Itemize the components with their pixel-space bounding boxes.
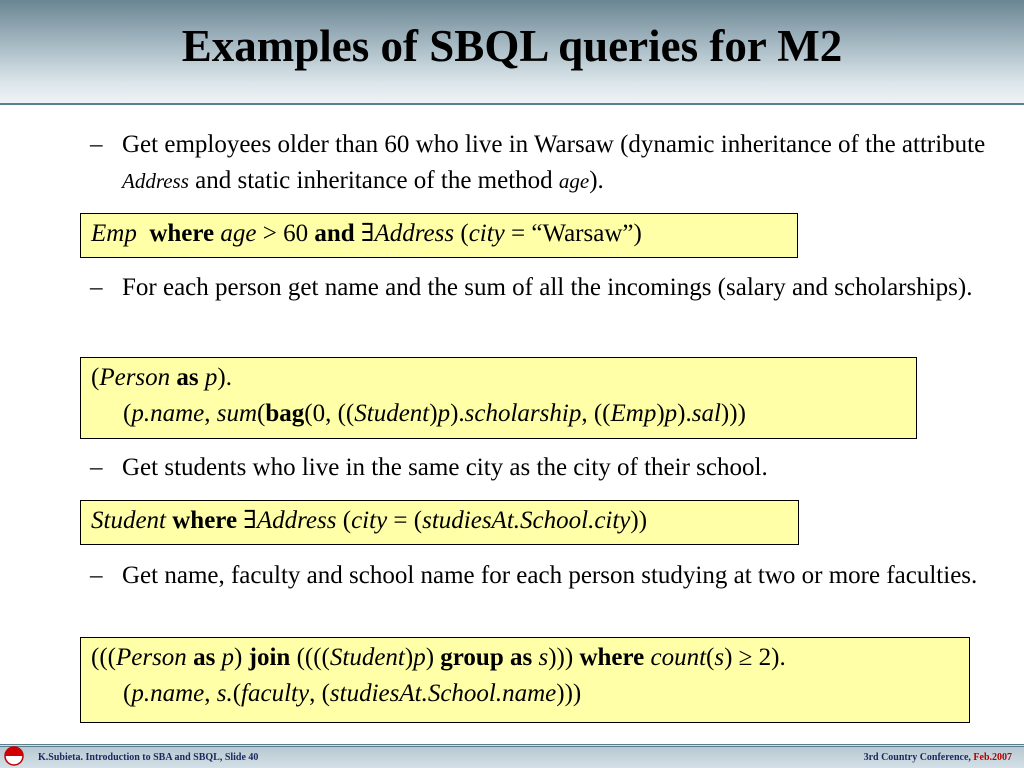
q-kw-as: as xyxy=(193,644,216,671)
bullet-text: Get students who live in the same city as the city of their school. xyxy=(122,454,768,481)
q-path: studiesAt.School.name xyxy=(329,680,557,707)
q-p: p xyxy=(204,364,218,391)
bullet-text-age: age xyxy=(558,169,590,193)
query-line xyxy=(91,503,798,539)
q-kw-group-as: group as xyxy=(440,644,533,671)
q-text: ( xyxy=(454,220,469,247)
q-person: Person xyxy=(99,364,171,391)
q-sal: sal xyxy=(691,400,721,427)
slide-title: Examples of SBQL queries for M2 xyxy=(181,21,843,71)
bullet-dash: – xyxy=(90,131,103,158)
q-s: s xyxy=(714,644,725,671)
footer-date: Feb.2007 xyxy=(973,752,1012,763)
q-address: Address xyxy=(374,220,455,247)
bullet-text: For each person get name and the sum of all the incomings (salary and scholarships). xyxy=(122,274,973,301)
bullet-dash: – xyxy=(90,454,103,481)
query-line xyxy=(91,640,969,676)
q-text: ) xyxy=(656,400,665,427)
query-box-2 xyxy=(80,357,917,439)
bullet-text xyxy=(122,127,1015,199)
q-student: Student xyxy=(91,507,166,534)
q-count: count xyxy=(650,644,707,671)
q-text: ( xyxy=(123,400,132,427)
bullet-text-part: ). xyxy=(589,167,604,194)
q-text: (0, (( xyxy=(304,400,355,427)
q-text: ) xyxy=(425,644,441,671)
q-text: = “Warsaw”) xyxy=(504,220,642,247)
q-address: Address xyxy=(256,507,337,534)
q-text: ( xyxy=(706,644,715,671)
q-text: ) ≥ 2). xyxy=(724,644,786,671)
q-exists: ∃ xyxy=(237,507,257,534)
query-line xyxy=(91,676,969,712)
bullet-2 xyxy=(90,270,1015,342)
query-box-3 xyxy=(80,500,799,545)
footer-left-text: K.Subieta. Introduction to SBA and SBQL, Slide 40 xyxy=(38,752,259,763)
q-text: , ( xyxy=(309,680,330,707)
q-text: ( xyxy=(123,680,132,707)
q-text: , (( xyxy=(581,400,611,427)
bullet-dash: – xyxy=(90,274,103,301)
q-text: ( xyxy=(232,680,242,707)
footer-right-text xyxy=(864,752,1012,763)
q-text: ( xyxy=(257,400,266,427)
q-kw-where: where xyxy=(149,220,215,247)
q-faculty: faculty xyxy=(241,680,310,707)
q-city: city xyxy=(468,220,505,247)
bullet-text-part: and static inheritance of the method xyxy=(188,167,559,194)
q-p: p xyxy=(413,644,426,671)
q-text: ))) xyxy=(548,644,580,671)
title-bar xyxy=(0,0,1024,105)
q-age: age xyxy=(220,220,257,247)
footer-bar xyxy=(0,744,1024,768)
q-p: p xyxy=(437,400,451,427)
bullet-4 xyxy=(90,558,1015,630)
q-pname: p.name xyxy=(131,400,205,427)
q-student: Student xyxy=(329,644,405,671)
query-line xyxy=(91,216,797,252)
bullet-1 xyxy=(90,127,1015,199)
query-box-1 xyxy=(80,213,798,258)
q-text: , xyxy=(204,680,217,707)
bullet-text-part: Get employees older than 60 who live in Warsaw (dynamic inheritance of the attribute xyxy=(122,131,986,158)
q-text: ). xyxy=(677,400,692,427)
q-student: Student xyxy=(354,400,430,427)
q-sum: sum xyxy=(216,400,258,427)
university-logo-icon xyxy=(4,746,24,766)
q-text: ))) xyxy=(556,680,582,707)
q-emp: Emp xyxy=(610,400,657,427)
query-line xyxy=(91,396,916,432)
q-emp: Emp xyxy=(91,220,137,247)
bullet-3 xyxy=(90,450,1015,486)
bullet-text-address: Address xyxy=(122,169,189,193)
q-exists: ∃ xyxy=(354,220,375,247)
q-s: s xyxy=(538,644,549,671)
q-kw-where: where xyxy=(172,507,238,534)
bullet-text: Get name, faculty and school name for each person studying at two or more faculties. xyxy=(122,562,978,589)
q-p: p xyxy=(664,400,678,427)
q-text: ))) xyxy=(720,400,746,427)
q-text: (((( xyxy=(290,644,330,671)
q-text: ((( xyxy=(91,644,116,671)
q-text: ( xyxy=(91,364,100,391)
q-text: , xyxy=(204,400,217,427)
footer-conference: 3rd Country Conference, xyxy=(863,752,974,763)
bullet-dash: – xyxy=(90,562,103,589)
q-person: Person xyxy=(115,644,187,671)
query-line xyxy=(91,360,916,396)
q-p: p xyxy=(221,644,235,671)
q-text: = ( xyxy=(387,507,423,534)
q-text: ) xyxy=(404,644,414,671)
q-text: )) xyxy=(630,507,648,534)
q-city: city xyxy=(351,507,388,534)
q-scholarship: scholarship xyxy=(464,400,582,427)
q-text: ) xyxy=(234,644,249,671)
query-box-4 xyxy=(80,637,970,723)
q-text: ) xyxy=(429,400,438,427)
q-kw-bag: bag xyxy=(265,400,305,427)
q-s: s. xyxy=(216,680,233,707)
q-text: ( xyxy=(336,507,352,534)
q-path: studiesAt.School.city xyxy=(422,507,631,534)
q-text: ). xyxy=(217,364,232,391)
q-kw-as: as xyxy=(176,364,199,391)
q-text: ). xyxy=(450,400,465,427)
q-pname: p.name xyxy=(131,680,205,707)
q-kw-where: where xyxy=(579,644,645,671)
q-kw-join: join xyxy=(248,644,291,671)
q-text: > 60 xyxy=(256,220,315,247)
q-kw-and: and xyxy=(314,220,355,247)
